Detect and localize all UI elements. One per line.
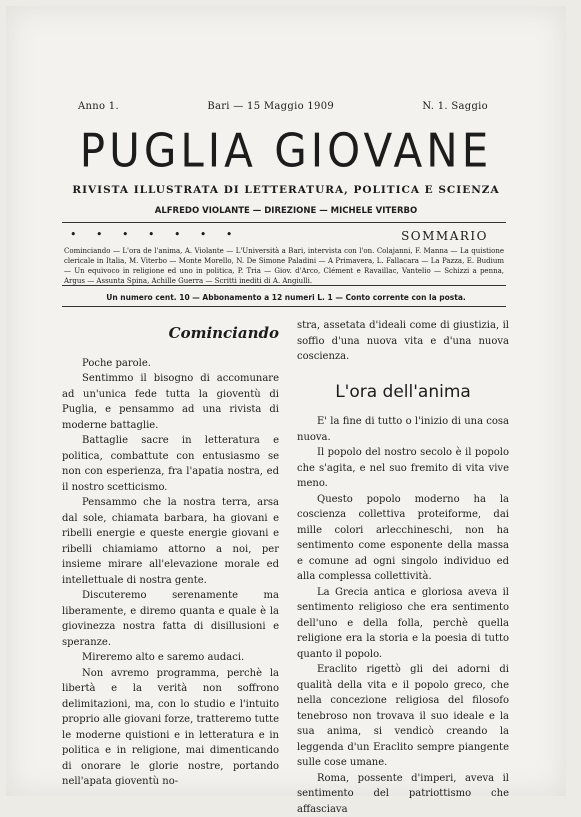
masthead-title: PUGLIA GIOVANE bbox=[6, 124, 566, 178]
sommario-title: SOMMARIO bbox=[401, 229, 488, 243]
editors-line: ALFREDO VIOLANTE — DIREZIONE — MICHELE VITERBO bbox=[6, 206, 566, 216]
left-column bbox=[62, 318, 279, 790]
paragraph: E' la fine di tutto o l'inizio di una cosa nuova. bbox=[297, 414, 509, 445]
paragraph: La Grecia antica e gloriosa aveva il sentimento religioso che era sentimento dell'uno e della folla, perchè quella religione era la storia e la poesia di tutto quanto il popolo. bbox=[297, 585, 509, 663]
sommario-text: Cominciando — L'ora de l'anima, A. Violante — L'Università a Bari, intervista con l'on. Colajanni, F. Manna — La quistione clericale in Italia, M. Viterbo — Monte Morello, N. De Simone Paladini — A Primavera, L. Fallacara — La Pazza, E. Budium — Un equivoco in religione ed uno in politica, P. Tria — Giov. d'Arco, Clément e Ravaillac, Vantelio — Schizzi a penna, Argus — Assunta Spina, Achille Guerra — Scritti inediti di A. Angiulli. bbox=[64, 246, 504, 286]
paragraph: Roma, possente d'imperi, aveva il sentimento del patriottismo che affasciava bbox=[297, 771, 509, 817]
paragraph: Mireremo alto e saremo audaci. bbox=[62, 650, 279, 666]
paragraph: Il popolo del nostro secolo è il popolo che s'agita, e nel suo fremito di vita vive meno. bbox=[297, 445, 509, 492]
newspaper-page bbox=[6, 6, 566, 796]
article-heading: L'ora dell'anima bbox=[297, 385, 509, 401]
masthead-subtitle: RIVISTA ILLUSTRATA DI LETTERATURA, POLITICA E SCIENZA bbox=[6, 184, 566, 196]
article-heading: Cominciando bbox=[62, 326, 279, 342]
decorative-dots: • • • • • • • bbox=[70, 228, 240, 241]
paragraph: Non avremo programma, perchè la libertà e la verità non soffrono delimitazioni, ma, con lo studio e l'intuito proprio alle giovani forze, tratteremo tutte le moderne quistioni e in letteratura e in politica e in religione, mai dimenticando di onorare le glorie nostre, portando nell'apata gioventù no- bbox=[62, 666, 279, 790]
paragraph: Pensammo che la nostra terra, arsa dal sole, chiamata barbara, ha giovani e ribelli energie e queste energie giovani e ribelli chiamiamo attorno a noi, per insieme mirare all'elevazione morale ed intellettuale di nostra gente. bbox=[62, 495, 279, 588]
divider-rule bbox=[62, 222, 506, 223]
issue-info-line bbox=[78, 101, 488, 112]
volume-label: Anno 1. bbox=[78, 101, 119, 112]
paragraph: Sentimmo il bisogno di accomunare ad un'unica fede tutta la gioventù di Puglia, e pensammo ad una rivista di moderne battaglie. bbox=[62, 371, 279, 433]
issue-date: Bari — 15 Maggio 1909 bbox=[207, 101, 334, 112]
issue-number: N. 1. Saggio bbox=[422, 101, 488, 112]
paragraph: Questo popolo moderno ha la coscienza collettiva proteiforme, dai mille colori arlecchineschi, non ha sentimento come esponente della massa e comune ad ogni singolo individuo ed alla complessa collettività. bbox=[297, 492, 509, 585]
paragraph: Battaglie sacre in letteratura e politica, combattute con entusiasmo se non con esperienza, fra l'apatia nostra, ed il nostro scetticismo. bbox=[62, 433, 279, 495]
paragraph: Poche parole. bbox=[62, 356, 279, 372]
right-column bbox=[297, 318, 509, 817]
paragraph: Discuteremo serenamente ma liberamente, e diremo quanta e quale è la giovinezza nostra fatta di disillusioni e speranze. bbox=[62, 588, 279, 650]
divider-rule bbox=[62, 285, 506, 286]
pricing-line: Un numero cent. 10 — Abbonamento a 12 numeri L. 1 — Conto corrente con la posta. bbox=[6, 293, 566, 302]
paragraph-continuation: stra, assetata d'ideali come di giustizia, il soffio d'una nuova vita e d'una nuova coscienza. bbox=[297, 318, 509, 365]
divider-rule bbox=[62, 306, 506, 307]
paragraph: Eraclito rigettò gli dei adorni di qualità della vita e il popolo greco, che nella concezione religiosa del filosofo tenebroso non trovava il suo ideale e la sua anima, si vendicò creando la leggenda d'un Eraclito sempre piangente sulle cose umane. bbox=[297, 662, 509, 771]
